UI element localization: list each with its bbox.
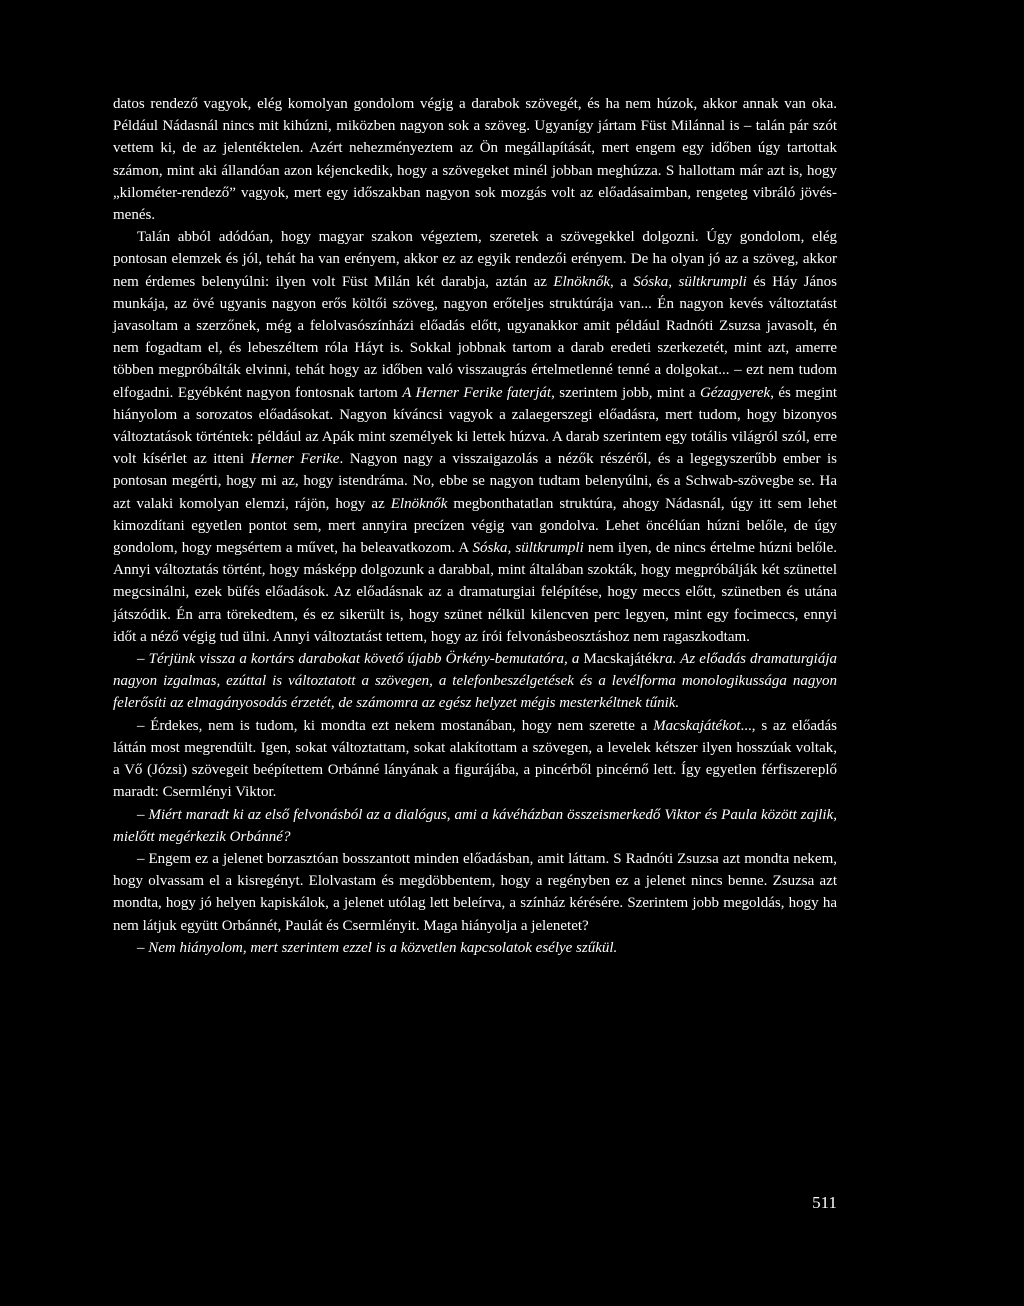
- page-number: 511: [812, 1193, 837, 1212]
- work-title: Elnöknők: [553, 273, 610, 290]
- work-title: Sóska, sültkrumpli: [633, 273, 747, 290]
- work-title: Gézagyerek: [699, 384, 771, 401]
- text-run: nem ilyen, de nincs értelme húzni belőle. Annyi változtatás történt, hogy másképp dolgozunk a darabbal, mint általában szokták, hogy megpróbálják két szünettel megcsinálni, ezek büfés előadások. Az előadásnak az a dramaturgiai felépítése, hogy meccs előtt, szünetben és utána játszódik. Én arra törekedtem, és ez sikerült is, hogy szünet nélkül kilencven perc legyen, mint egy focimeccs, ennyi időt a néző végig tud ülni. Annyi változtatást tettem, hogy az írói felvonásbeosztáshoz nem ragaszkodtam.: [113, 540, 837, 645]
- text-run: megbonthatatlan struktúra, ahogy Nádasnál, úgy itt sem lehet kimozdítani egyetlen pontot sem, mert annyira precízen végig van gondolva. Lehet öncélúan húzni belőle, de úgy gondolom, hogy megsértem a művet, ha beleavatkozom. A: [113, 495, 837, 557]
- text-run: – Érdekes, nem is tudom, ki mondta ezt nekem mostanában, hogy nem szerette a: [137, 717, 654, 734]
- text-run: ..., s az előadás láttán most megrendült. Igen, sokat változtattam, sokat alakítottam a szövegen, a levelek kétszer ilyen hosszúak voltak, a Vő (Józsi) szövegeit beépítettem Orbánné lányának a figurájába, a pincérből pincérnő lett. Így egyetlen férfiszereplő maradt: Csermlényi Viktor.: [113, 717, 837, 801]
- interview-answer: [113, 93, 837, 226]
- interview-question: [113, 648, 837, 715]
- interview-question: [113, 804, 837, 848]
- work-title: Elnöknők: [390, 495, 448, 512]
- interview-answer: [113, 715, 837, 804]
- article-body: [113, 93, 837, 959]
- text-run: , szerintem jobb, mint a: [551, 384, 700, 401]
- work-title: A Herner Ferike faterját: [402, 384, 552, 401]
- text-run: Talán abból adódóan, hogy magyar szakon végeztem, szeretek a szövegekkel dolgozni. Úgy gondolom, elég pontosan elemzek és jól, tehát ha van erényem, akkor ez az egyik rendezői erényem. De ha olyan jó az a szöveg, akkor nem érdemes belenyúlni: ilyen volt Füst Milán két darabja, aztán az: [113, 229, 837, 290]
- work-title: Sóska, sültkrumpli: [472, 540, 584, 557]
- work-title: Macskajátékot: [653, 717, 741, 734]
- text-run: – Nem hiányolom, mert szerintem ezzel is a közvetlen kapcsolatok esélye szűkül.: [137, 939, 618, 956]
- text-run: , a: [610, 273, 634, 290]
- text-run: ra. Az előadás dramaturgiája nagyon izgalmas, ezúttal is változtatott a szövegen, a telefonbeszélgetések és a levélforma monologikussága nagyon felerősíti az elmagányosodás érzetét, de számomra az egész helyzet mégis mesterkéltnek tűnik.: [113, 651, 838, 712]
- interview-answer: [113, 848, 837, 937]
- text-run: – Térjünk vissza a kortárs darabokat követő újabb Örkény-bemutatóra, a: [137, 651, 584, 668]
- interview-answer: [113, 226, 837, 648]
- text-run: – Engem ez a jelenet borzasztóan bosszantott minden előadásban, amit láttam. S Radnóti Zsuzsa azt mondta nekem, hogy olvassam el a kisregényt. Elolvastam és megdöbbentem, hogy a regényben ez a jelenet nincs benne. Zsuzsa azt mondta, hogy jó helyen kapiskálok, a jelenet utólag lett beleírva, a színház kérésére. Szerintem jobb megoldás, hogy ha nem látjuk együtt Orbánnét, Paulát és Csermlényit. Maga hiányolja a jelenetet?: [113, 850, 837, 934]
- text-run: . Nagyon nagy a visszaigazolás a nézők részéről, és a legegyszerűbb ember is pontosan megérti, hogy mi az, hogy istendráma. No, ebbe se nagyon tudtam belenyúlni, és a Schwab-szövegbe se. Ha azt valaki komolyan elemzi, rájön, hogy az: [113, 451, 837, 512]
- text-run: és Háy János munkája, az övé ugyanis nagyon erős költői szöveg, nagyon erőteljes struktúrája van... Én nagyon kevés változtatást javasoltam a szerzőnek, még a felolvasószínházi előadás előtt, ugyanakkor amit például Radnóti Zsuzsa javasolt, én nem fogadtam el, és lebeszéltem róla Háyt is. Sokkal jobbnak tartom a darab eredeti szerkezetét, mint azt, amerre többen megpróbálták elvinni, tehát hogy az időben való visszaugrás értelmetlenné tenné a dolgokat... – ezt nem tudom elfogadni. Egyébként nagyon fontosnak tartom: [113, 273, 837, 401]
- text-run: datos rendező vagyok, elég komolyan gondolom végig a darabok szövegét, és ha nem húzok, akkor annak van oka. Például Nádasnál nincs mit kihúzni, miközben nagyon sok a szöveg. Ugyanígy jártam Füst Milánnal is – talán pár szót vettem ki, de az jelentéktelen. Azért nehezményeztem az Ön megállapítását, mert engem egy időben úgy tartottak számon, mint aki állandóan azon kéjenckedik, hogy a szövegeket minél jobban meghúzza. S hallottam már azt is, hogy „kilométer-rendező” vagyok, mert egy időszakban nagyon sok mozgás volt az előadásaimban, rengeteg vibráló jövés-menés.: [113, 96, 837, 224]
- text-run: – Miért maradt ki az első felvonásból az a dialógus, ami a kávéházban összeismerkedő Viktor és Paula között zajlik, mielőtt megérkezik Orbánné?: [113, 806, 837, 845]
- work-title: Herner Ferike: [250, 451, 340, 468]
- interview-question: [113, 937, 837, 959]
- work-title: Macskajáték: [583, 651, 660, 668]
- text-run: , és megint hiányolom a sorozatos előadásokat. Nagyon kíváncsi vagyok a zalaegerszegi előadásra, mert tudom, hogy bizonyos változtatások történtek: például az Apák mint személyek ki lettek húzva. A darab szerintem egy totális világról szól, erre volt kísérlet az itteni: [113, 384, 837, 468]
